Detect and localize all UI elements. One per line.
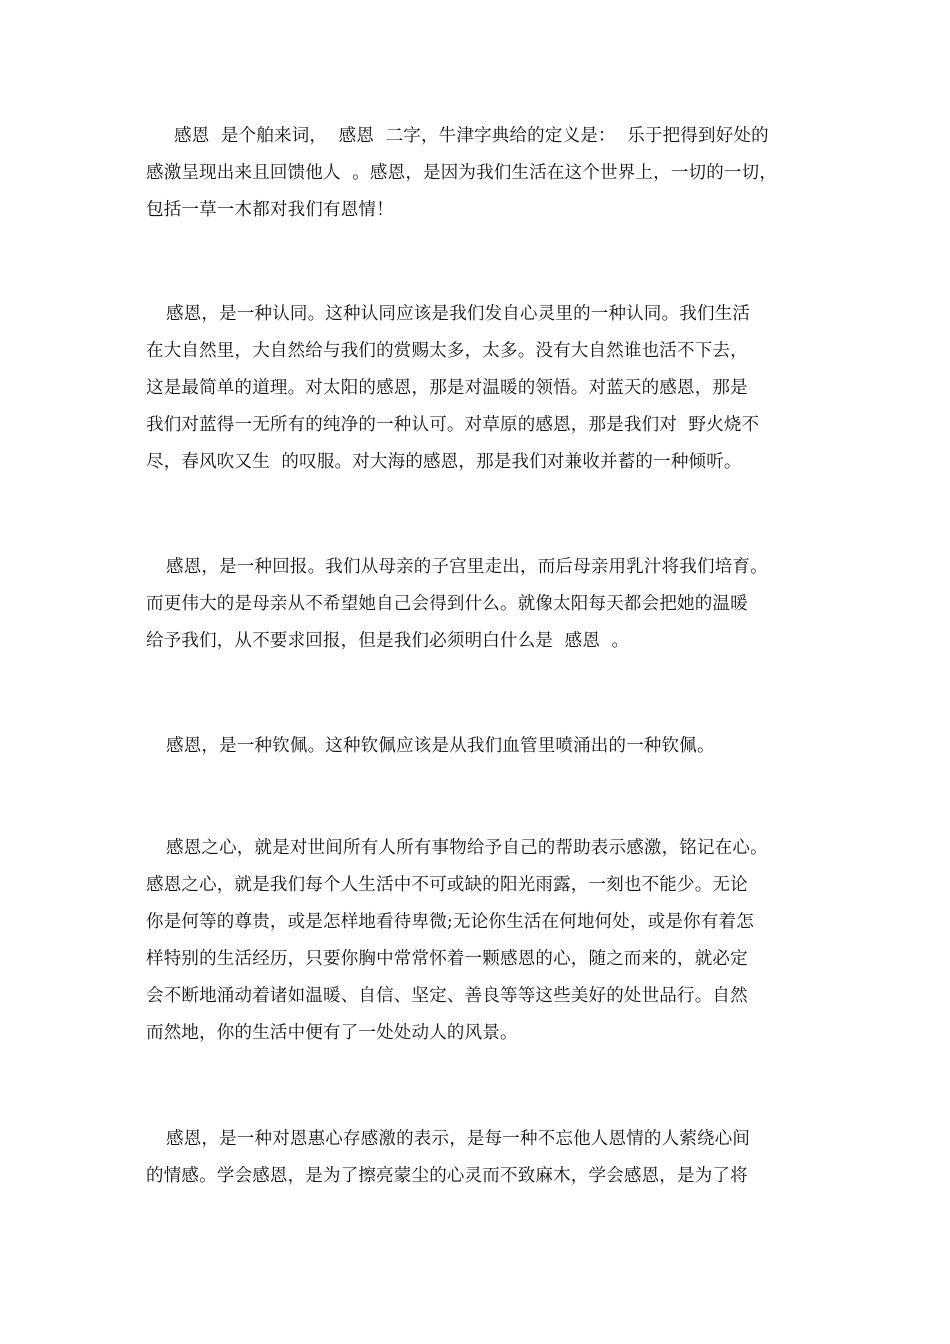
- text-line: 给予我们，从不要求回报，但是我们必须明白什么是 感恩 。: [146, 631, 630, 651]
- text-line: 样特别的生活经历，只要你胸中常常怀着一颗感恩的心，随之而来的，就必定: [146, 949, 748, 969]
- paragraph-expression: [146, 1121, 816, 1195]
- paragraph-admiration: [146, 728, 816, 765]
- paragraph-recognition: [146, 296, 816, 481]
- text-line: 尽，春风吹又生 的叹服。对大海的感恩，那是我们对兼收并蓄的一种倾听。: [146, 452, 742, 472]
- text-line: 感激呈现出来且回馈他人 。感恩，是因为我们生活在这个世界上，一切的一切，: [146, 163, 778, 183]
- text-line: 感恩，是一种认同。这种认同应该是我们发自心灵里的一种认同。我们生活: [166, 304, 751, 324]
- text-line: 在大自然里，大自然给与我们的赏赐太多，太多。没有大自然谁也活不下去，: [146, 341, 748, 361]
- text-line: 感恩之心，就是我们每个人生活中不可或缺的阳光雨露，一刻也不能少。无论: [146, 875, 748, 895]
- text-line: 会不断地涌动着诸如温暖、自信、坚定、善良等等这些美好的处世品行。自然: [146, 986, 748, 1006]
- text-line: 我们对蓝得一无所有的纯净的一种认可。对草原的感恩，那是我们对 野火烧不: [146, 415, 760, 435]
- text-line: 感恩之心，就是对世间所有人所有事物给予自己的帮助表示感激，铭记在心。: [166, 838, 768, 858]
- text-line: 感恩，是一种对恩惠心存感激的表示，是每一种不忘他人恩情的人萦绕心间: [166, 1129, 751, 1149]
- text-line: 感恩，是一种回报。我们从母亲的子宫里走出，而后母亲用乳汁将我们培育。: [166, 557, 768, 577]
- text-line: 而更伟大的是母亲从不希望她自己会得到什么。就像太阳每天都会把她的温暖: [146, 594, 748, 614]
- text-line: 感恩，是一种钦佩。这种钦佩应该是从我们血管里喷涌出的一种钦佩。: [166, 736, 715, 756]
- text-line: 而然地，你的生活中便有了一处处动人的风景。: [146, 1023, 518, 1043]
- text-line: 的情感。学会感恩，是为了擦亮蒙尘的心灵而不致麻木，学会感恩，是为了将: [146, 1166, 748, 1186]
- paragraph-definition: [146, 118, 816, 229]
- text-line: 包括一草一木都对我们有恩情！: [146, 200, 394, 220]
- text-line: 感恩 是个舶来词， 感恩 二字，牛津字典给的定义是： 乐于把得到好处的: [174, 126, 769, 146]
- paragraph-repayment: [146, 549, 816, 660]
- text-line: 你是何等的尊贵，或是怎样地看待卑微;无论你生活在何地何处，或是你有着怎: [146, 912, 754, 932]
- text-line: 这是最简单的道理。对太阳的感恩，那是对温暖的领悟。对蓝天的感恩，那是: [146, 378, 748, 398]
- paragraph-grateful-heart: [146, 830, 816, 1052]
